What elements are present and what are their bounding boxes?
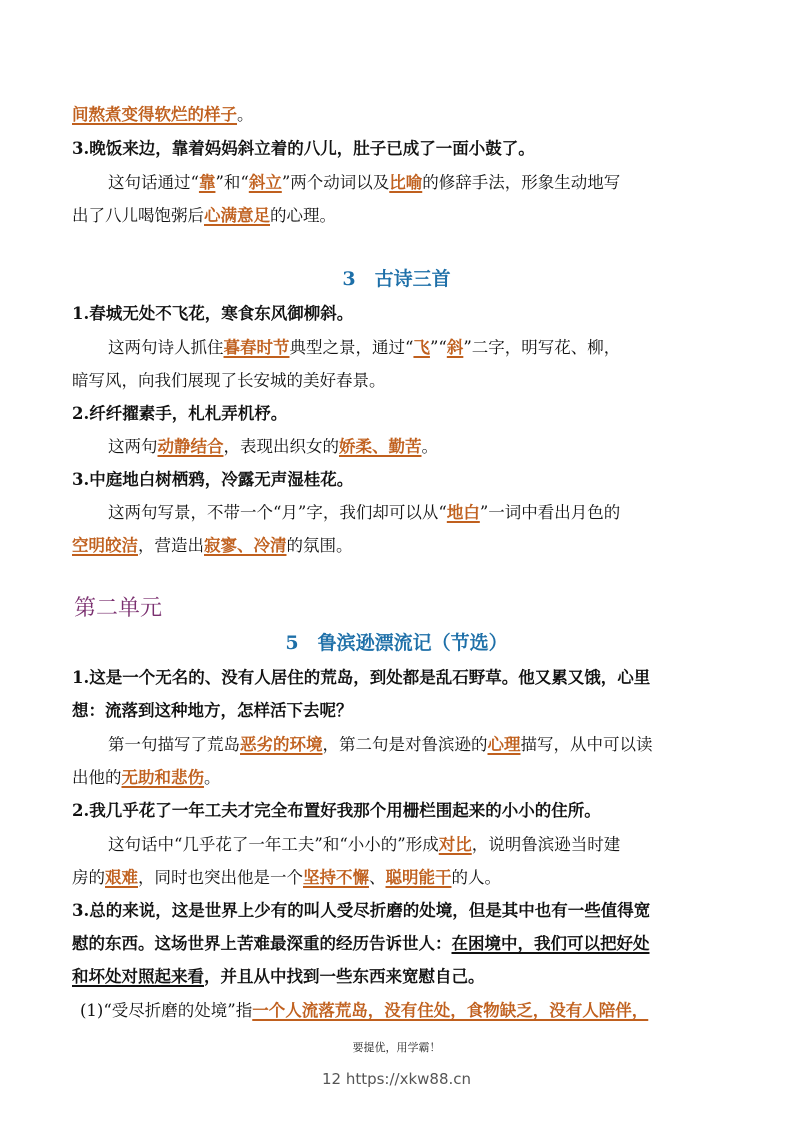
lesson-title: 3 古诗三首 (342, 268, 451, 290)
text-line (72, 205, 732, 227)
highlight-phrase: 聪明能干 (385, 868, 452, 887)
highlight-phrase: 娇柔、勤苦 (339, 437, 422, 456)
text-segment: 。 (204, 768, 221, 787)
text-segment: 、 (369, 868, 386, 887)
highlight-phrase: 无助和悲伤 (121, 768, 204, 787)
highlight-phrase: 寂寥、冷清 (204, 536, 287, 555)
text-segment: ”和“ (215, 173, 249, 192)
text-line (72, 867, 732, 889)
highlight-phrase: 恶劣的环境 (240, 735, 323, 754)
question-line (72, 800, 732, 822)
text-segment: ”一词中看出月色的 (479, 503, 621, 522)
question-line (72, 933, 732, 955)
text-segment: ”“ (429, 338, 447, 357)
text-segment: 这两句诗人抓住 (108, 338, 224, 357)
text-segment: 描写，从中可以读 (520, 735, 653, 754)
highlight-phrase: 间熬煮变得软烂的样子 (72, 105, 237, 124)
text-line (72, 370, 732, 392)
text-line (108, 734, 732, 756)
question-line (72, 138, 732, 160)
text-line (80, 1000, 740, 1022)
text-segment: ，表现出织女的 (223, 437, 339, 456)
text-segment: ，第二句是对鲁滨逊的 (322, 735, 488, 754)
question-text: 2.我几乎花了一年工夫才完全布置好我那个用栅栏围起来的小小的住所。 (72, 801, 601, 820)
highlight-phrase: 比喻 (389, 173, 423, 192)
text-segment: ，说明鲁滨逊当时建 (471, 835, 621, 854)
highlight-phrase: 斜立 (248, 173, 282, 192)
text-segment: 典型之景，通过“ (289, 338, 414, 357)
question-text: 3.中庭地白树栖鸦，冷露无声湿桂花。 (72, 470, 354, 489)
text-segment: 的心理。 (270, 206, 336, 225)
underlined-phrase: 在困境中，我们可以把好处 (451, 934, 650, 953)
question-text: 3.总的来说，这是世界上少有的叫人受尽折磨的处境，但是其中也有一些值得宽 (72, 901, 651, 920)
question-line (72, 303, 732, 325)
text-segment: 这两句 (108, 437, 158, 456)
highlight-phrase: 暮春时节 (223, 338, 290, 357)
question-text: 1.这是一个无名的、没有人居住的荒岛，到处都是乱石野草。他又累又饿，心里 (72, 668, 651, 687)
text-segment: 。 (237, 105, 254, 124)
text-segment: ”二字，明写花、柳， (463, 338, 621, 357)
question-text: ，并且从中找到一些东西来宽慰自己。 (204, 967, 485, 986)
highlight-phrase: 飞 (413, 338, 430, 357)
highlight-phrase: 空明皎洁 (72, 536, 138, 555)
highlight-phrase: 艰难 (105, 868, 138, 887)
text-line (72, 535, 732, 557)
highlight-phrase: 斜 (446, 338, 464, 357)
highlight-phrase: 对比 (438, 835, 472, 854)
question-line (72, 700, 732, 722)
highlight-phrase: 地白 (446, 503, 480, 522)
text-segment: 这句话中“几乎花了一年工夫”和“小小的”形成 (108, 835, 439, 854)
highlight-phrase: 心满意足 (204, 206, 270, 225)
text-segment: 房的 (72, 868, 105, 887)
highlight-phrase: 坚持不懈 (303, 868, 369, 887)
text-segment: (1)“受尽折磨的处境”指 (80, 1001, 253, 1020)
question-line (72, 900, 732, 922)
text-segment: 暗写风，向我们展现了长安城的美好春景。 (72, 371, 386, 390)
footer-slogan: 要提优，用学霸！ (352, 1041, 441, 1054)
question-text: 2.纤纤擢素手，札札弄机杼。 (72, 404, 288, 423)
question-line (72, 403, 732, 425)
text-segment: ”两个动词以及 (281, 173, 390, 192)
text-segment: 这两句写景，不带一个“月”字，我们却可以从“ (108, 503, 447, 522)
text-segment: 的氛围。 (286, 536, 353, 555)
question-text: 3.晚饭来边，靠着妈妈斜立着的八儿，肚子已成了一面小鼓了。 (72, 139, 535, 158)
text-segment: 第一句描写了荒岛 (108, 735, 240, 754)
text-segment: 出了八儿喝饱粥后 (72, 206, 204, 225)
text-line (108, 172, 732, 194)
footer-page-info: 12 https://xkw88.cn (321, 1070, 472, 1088)
question-text: 慰的东西。这场世界上苦难最深重的经历告诉世人： (72, 934, 452, 953)
text-line (108, 502, 732, 524)
question-line (72, 966, 732, 988)
text-line (108, 834, 732, 856)
text-segment: 的修辞手法，形象生动地写 (422, 173, 621, 192)
question-text: 1.春城无处不飞花，寒食东风御柳斜。 (72, 304, 354, 323)
unit-title: 第二单元 (74, 596, 163, 621)
text-segment: ，同时也突出他是一个 (138, 868, 303, 887)
text-line (108, 337, 732, 359)
highlight-phrase: 动静结合 (157, 437, 224, 456)
text-segment: 出他的 (72, 768, 122, 787)
text-segment: 。 (421, 437, 438, 456)
highlight-phrase: 靠 (198, 173, 216, 192)
question-text: 想：流落到这种地方，怎样活下去呢？ (72, 701, 353, 720)
question-line (72, 667, 732, 689)
text-line (72, 767, 732, 789)
highlight-phrase: 一个人流落荒岛，没有住处，食物缺乏，没有人陪伴， (252, 1001, 649, 1020)
text-segment: 这句话通过“ (108, 173, 199, 192)
text-segment: 的人。 (451, 868, 501, 887)
text-line (72, 104, 732, 126)
highlight-phrase: 心理 (487, 735, 521, 754)
underlined-phrase: 和坏处对照起来看 (72, 967, 204, 986)
text-line (108, 436, 732, 458)
lesson-title: 5 鲁滨逊漂流记（节选） (285, 632, 508, 654)
text-segment: ，营造出 (138, 536, 204, 555)
question-line (72, 469, 732, 491)
